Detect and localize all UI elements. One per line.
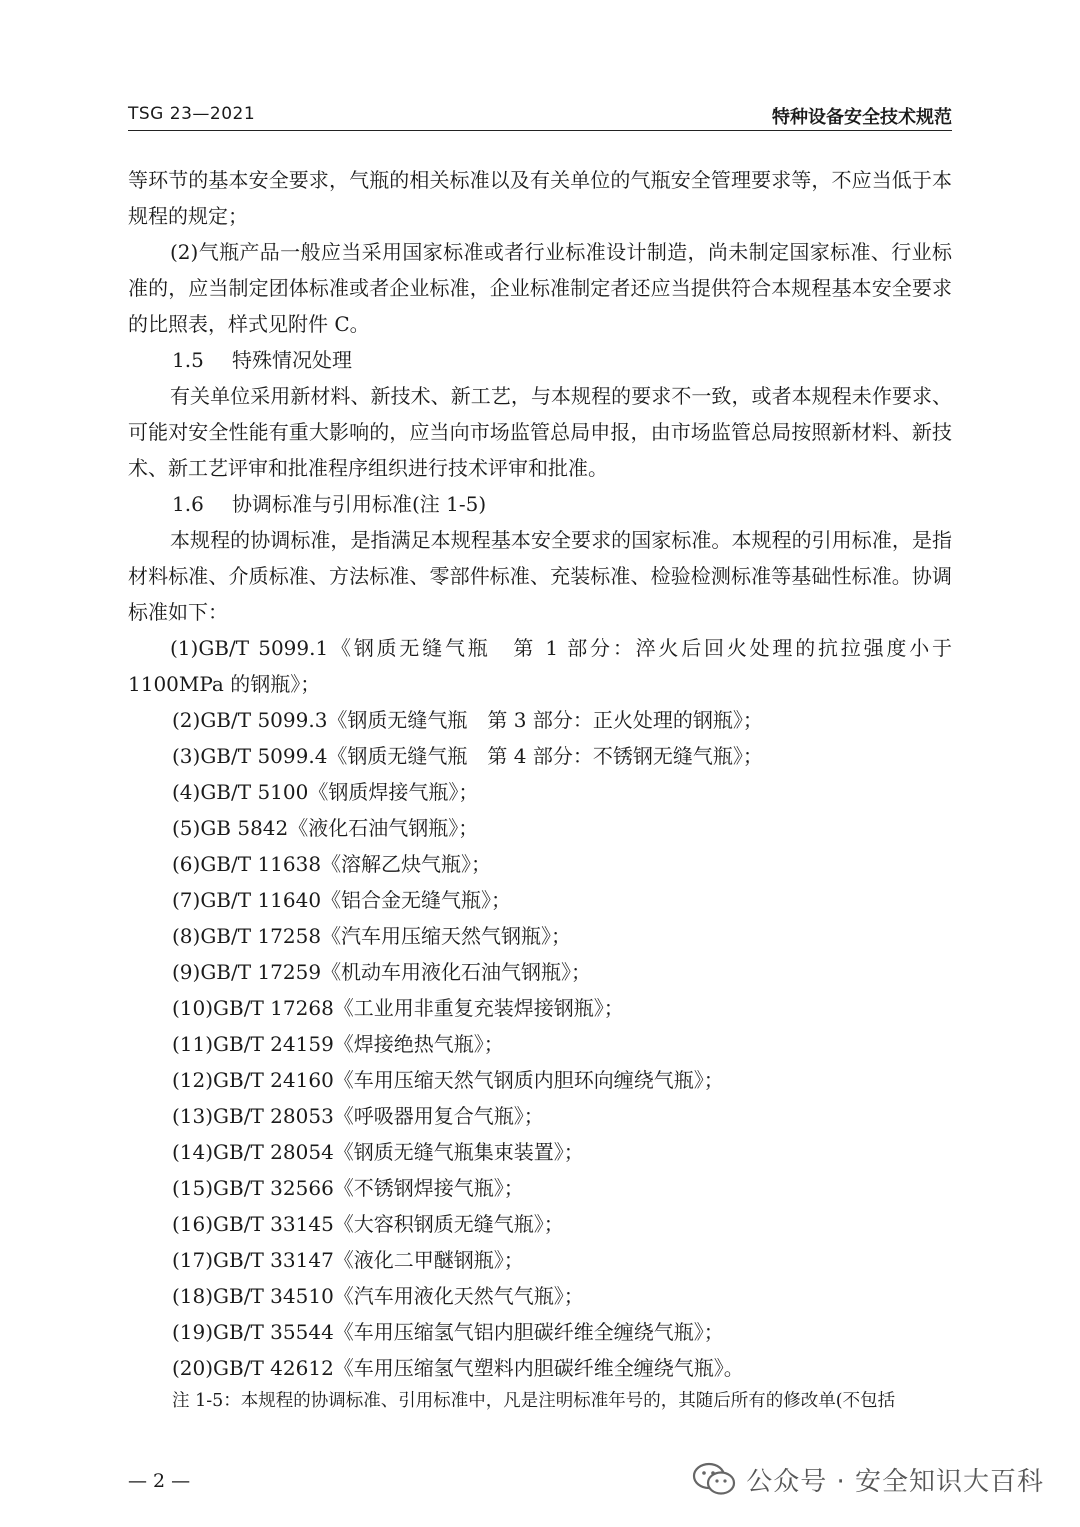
- watermark-text: 公众号 · 安全知识大百科: [746, 1466, 1044, 1497]
- standard-item: (6)GB/T 11638《溶解乙炔气瓶》；: [172, 852, 492, 876]
- paragraph-continuation: 等环节的基本安全要求，气瓶的相关标准以及有关单位的气瓶安全管理要求等，不应当低于本规程的规定；: [128, 168, 952, 228]
- standard-item: (12)GB/T 24160《车用压缩天然气钢质内胆环向缠绕气瓶》；: [172, 1068, 724, 1092]
- series-title: 特种设备安全技术规范: [772, 107, 952, 128]
- standard-item: (7)GB/T 11640《铝合金无缝气瓶》；: [172, 888, 512, 912]
- standard-item: (17)GB/T 33147《液化二甲醚钢瓶》；: [172, 1248, 524, 1272]
- document-code: TSG 23—2021: [128, 104, 256, 124]
- standard-item: (16)GB/T 33145《大容积钢质无缝气瓶》；: [172, 1212, 564, 1236]
- section-number: 1.6: [172, 492, 204, 516]
- page-number: — 2 —: [128, 1470, 191, 1492]
- watermark: [692, 1456, 1044, 1502]
- section-heading-1-6: [128, 486, 952, 522]
- paragraph-standards-intro: 本规程的协调标准，是指满足本规程基本安全要求的国家标准。本规程的引用标准，是指材料标准、介质标准、方法标准、零部件标准、充装标准、检验检测标准等基础性标准。协调标准如下：: [128, 528, 952, 624]
- standard-item: (20)GB/T 42612《车用压缩氢气塑料内胆碳纤维全缠绕气瓶》。: [172, 1356, 744, 1380]
- standard-item: (14)GB/T 28054《钢质无缝气瓶集束装置》；: [172, 1140, 584, 1164]
- standard-item: (10)GB/T 17268《工业用非重复充装焊接钢瓶》；: [172, 996, 624, 1020]
- standard-item: (9)GB/T 17259《机动车用液化石油气钢瓶》；: [172, 960, 592, 984]
- standard-item: (19)GB/T 35544《车用压缩氢气铝内胆碳纤维全缠绕气瓶》；: [172, 1320, 724, 1344]
- footnote: 注 1-5：本规程的协调标准、引用标准中，凡是注明标准年号的，其随后所有的修改单(不包括: [172, 1391, 896, 1411]
- standard-item: (3)GB/T 5099.4《钢质无缝气瓶 第 4 部分：不锈钢无缝气瓶》；: [172, 744, 763, 768]
- standard-item: (18)GB/T 34510《汽车用液化天然气气瓶》；: [172, 1284, 584, 1308]
- standards-list: [128, 702, 952, 1386]
- standard-item-1: (1)GB/T 5099.1《钢质无缝气瓶 第 1 部分：淬火后回火处理的抗拉强度小于 1100MPa 的钢瓶》；: [128, 636, 952, 696]
- standard-item: (13)GB/T 28053《呼吸器用复合气瓶》；: [172, 1104, 544, 1128]
- page-body: [128, 162, 952, 1416]
- paragraph-item-2: (2)气瓶产品一般应当采用国家标准或者行业标准设计制造，尚未制定国家标准、行业标准的，应当制定团体标准或者企业标准，企业标准制定者还应当提供符合本规程基本安全要求的比照表，样式见附件 C。: [128, 240, 952, 336]
- paragraph-special-cases: 有关单位采用新材料、新技术、新工艺，与本规程的要求不一致，或者本规程未作要求、可能对安全性能有重大影响的，应当向市场监管总局申报，由市场监管总局按照新材料、新技术、新工艺评审和批准程序组织进行技术评审和批准。: [128, 384, 952, 480]
- section-number: 1.5: [172, 348, 204, 372]
- standard-item: (11)GB/T 24159《焊接绝热气瓶》；: [172, 1032, 504, 1056]
- section-title: 协调标准与引用标准(注 1-5): [232, 492, 487, 516]
- standard-item: (2)GB/T 5099.3《钢质无缝气瓶 第 3 部分：正火处理的钢瓶》；: [172, 708, 763, 732]
- standard-item: (5)GB 5842《液化石油气钢瓶》；: [172, 816, 479, 840]
- wechat-icon: [692, 1462, 736, 1496]
- standard-item: (4)GB/T 5100《钢质焊接气瓶》；: [172, 780, 479, 804]
- standard-item: (8)GB/T 17258《汽车用压缩天然气钢瓶》；: [172, 924, 572, 948]
- section-heading-1-5: [128, 342, 952, 378]
- page-header: [128, 100, 952, 131]
- standard-item: (15)GB/T 32566《不锈钢焊接气瓶》；: [172, 1176, 524, 1200]
- section-title: 特殊情况处理: [232, 348, 352, 372]
